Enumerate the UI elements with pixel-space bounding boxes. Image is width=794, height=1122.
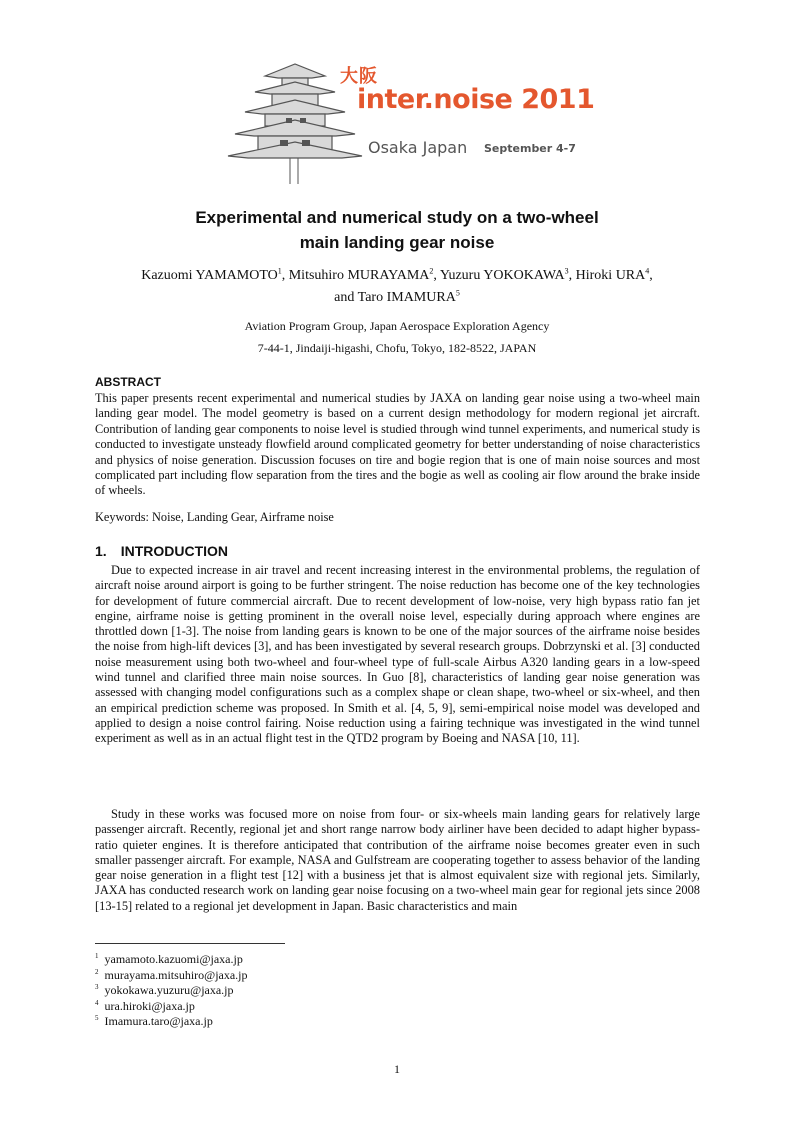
author-mark: 3 bbox=[564, 266, 569, 276]
email-link[interactable]: yokokawa.yuzuru@jaxa.jp bbox=[104, 983, 234, 997]
keywords: Keywords: Noise, Landing Gear, Airframe noise bbox=[95, 510, 334, 524]
footnote-item: $^2$ murayama.mitsuhiro@jaxa.jp bbox=[95, 967, 248, 982]
author-line-2 bbox=[60, 287, 734, 309]
section-title: INTRODUCTION bbox=[120, 543, 229, 559]
abstract-text: This paper presents recent experimental and numerical studies by JAXA on landing gear noise using a two-wheel main landing gear model. The model geometry is based on a current design methodology for modern regional jet aircraft. Contribution of landing gear components to noise level is studied through wind tunnel experiments, and numerical study is conducted to investigate unsteady flowfield around complicated geometry for better understanding of noise characteristics and physics of noise generation. Discussion focuses on tire and bogie region that is one of main noise sources and most complicated part including flow separation from the tires and the bogie as well as cooling air flow around the brake inside of wheels. bbox=[95, 391, 700, 498]
author-mark: 4 bbox=[645, 266, 650, 276]
section-number: 1. bbox=[95, 543, 107, 559]
author-name: Hiroki URA bbox=[575, 268, 646, 283]
osaka-kanji-logo: 大阪 bbox=[340, 66, 378, 87]
footnote-item: $^1$ yamamoto.kazuomi@jaxa.jp bbox=[95, 952, 243, 966]
affiliation-address: 7-44-1, Jindaiji-higashi, Chofu, Tokyo, 182-8522, JAPAN bbox=[257, 341, 537, 355]
email-link[interactable]: murayama.mitsuhiro@jaxa.jp bbox=[104, 967, 248, 982]
email-link[interactable]: Imamura.taro@jaxa.jp bbox=[104, 1014, 213, 1028]
footnote-item: $^4$ ura.hiroki@jaxa.jp bbox=[95, 998, 195, 1013]
author-list bbox=[60, 265, 734, 309]
conference-logo bbox=[220, 56, 600, 191]
conference-name: inter.noise 2011 bbox=[357, 84, 595, 115]
conference-place: Osaka Japan bbox=[368, 138, 468, 157]
intro-paragraph-2: Study in these works was focused more on noise from four- or six-wheels main landing gears for relatively large passenger aircraft. Recently, regional jet and short range narrow body airliner have been decided to adapt higher bypass-ratio quieter engines. It is therefore anticipated that contribution of the airframe noise becomes greater even in such smaller passenger aircraft. For example, NASA and Gulfstream are cooperating together to assess behavior of the landing gear noise generation in a flight test [12] with a business jet that is almost equivalent size with regional jets. Similarly, JAXA has conducted research work on landing gear noise focusing on a two-wheel main gear for regional jets since 2008 [13-15] related to a regional jet development in Japan. Basic characteristics and main bbox=[95, 807, 700, 913]
page-number: 1 bbox=[394, 1062, 400, 1076]
author-mark: 2 bbox=[429, 266, 434, 276]
email-link[interactable]: ura.hiroki@jaxa.jp bbox=[104, 998, 195, 1013]
author-mark: 5 bbox=[455, 288, 460, 298]
footnote-item: $^5$ Imamura.taro@jaxa.jp bbox=[95, 1014, 213, 1028]
author-mark: 1 bbox=[277, 266, 282, 276]
footnote-divider bbox=[95, 943, 285, 944]
title-line-1: Experimental and numerical study on a two-wheel bbox=[195, 208, 599, 227]
title-line-2: main landing gear noise bbox=[299, 233, 495, 252]
footnotes bbox=[95, 952, 248, 1030]
author-name: Yuzuru YOKOKAWA bbox=[439, 268, 565, 283]
section-heading-introduction bbox=[95, 543, 228, 559]
author-name: and Taro IMAMURA bbox=[334, 290, 456, 305]
footnote-item: $^3$ yokokawa.yuzuru@jaxa.jp bbox=[95, 983, 234, 997]
author-line-1: Kazuomi YAMAMOTO$^1$, Mitsuhiro MURAYAMA$^2$, Yuzuru YOKOKAWA$^3$, Hiroki URA$^4$, bbox=[141, 266, 653, 283]
intro-paragraph-1: Due to expected increase in air travel and recent increasing interest in the environmental problems, the regulation of aircraft noise around airport is going to be further stringent. The noise reduction has become one of the key technologies for development of future commercial aircraft. Due to recent development of low-noise, very high bypass ratio fan jet engine, airframe noise is getting prominent in the overall noise level, especially during approach where engines are throttled down [1-3]. The noise from landing gears is known to be one of the major sources of the airframe noise besides the noise from high-lift devices [3], and has been investigated by several research groups. Dobrzynski et al. [3] conducted noise measurement using both two-wheel and four-wheel type of full-scale Airbus A320 landing gears in a low-speed wind tunnel and clarified three main noise sources. In Guo [8], characteristics of landing gear noise generation was assessed with changing model configurations such as a complex shape or clean shape, two-wheel or six-wheel, and then an empirical prediction scheme was proposed. In Smith et al. [4, 5, 9], semi-empirical noise model was developed and applied to design a noise control fairing. Noise reduction using a fairing technique was investigated in the wind tunnel experiment as well as in an actual flight test in the QTD2 program by Boeing and NASA [10, 11]. bbox=[95, 563, 700, 746]
conference-dates: September 4-7 bbox=[484, 142, 576, 155]
abstract-heading: ABSTRACT bbox=[95, 375, 161, 389]
affiliation-org: Aviation Program Group, Japan Aerospace Exploration Agency bbox=[244, 319, 550, 333]
author-name: Kazuomi YAMAMOTO bbox=[141, 268, 278, 283]
author-name: Mitsuhiro MURAYAMA bbox=[288, 268, 430, 283]
affiliation bbox=[60, 315, 734, 359]
paper-title bbox=[90, 205, 704, 255]
email-link[interactable]: yamamoto.kazuomi@jaxa.jp bbox=[104, 952, 243, 966]
